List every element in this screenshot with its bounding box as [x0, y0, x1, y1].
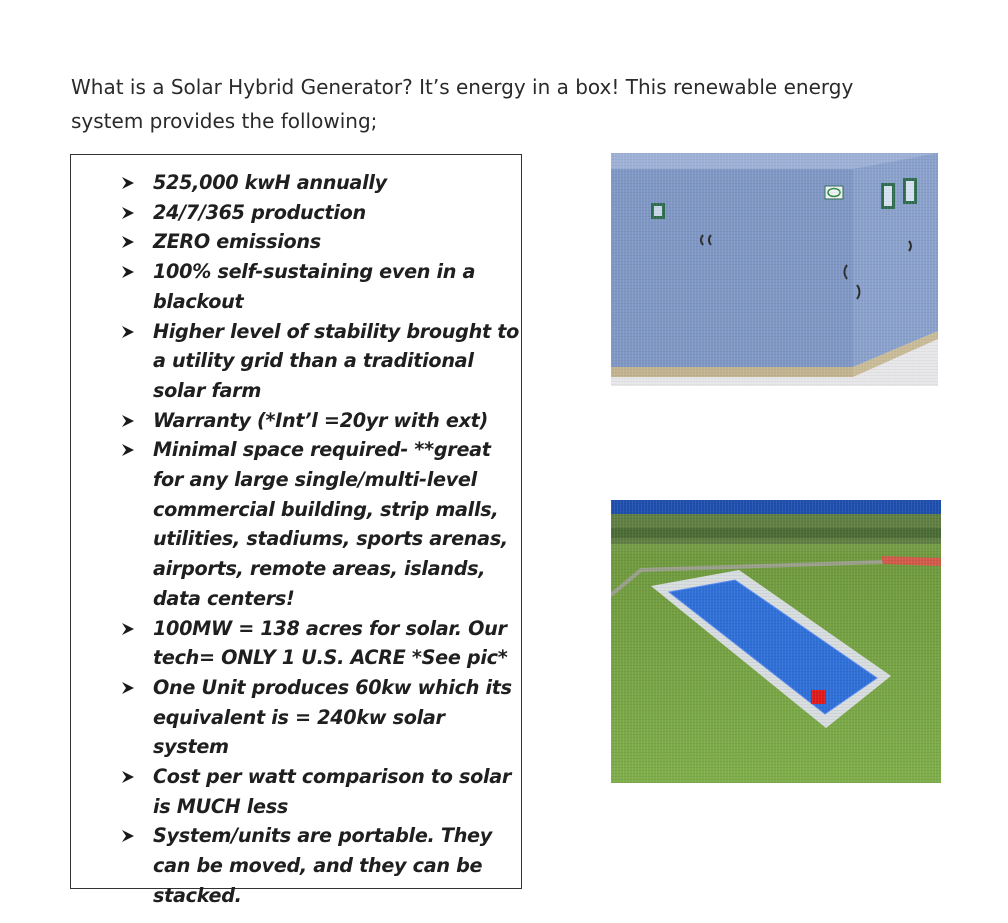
list-item-text: One Unit produces 60kw which its equivalent is = 240kw solar system [153, 675, 512, 759]
arrow-bullet-icon [121, 829, 135, 843]
arrow-bullet-icon [121, 681, 135, 695]
list-item [121, 673, 521, 762]
arrow-bullet-icon [121, 622, 135, 636]
list-item-text: 525,000 kwH annually [153, 171, 387, 194]
list-item [121, 821, 521, 910]
arrow-bullet-icon [121, 325, 135, 339]
arrow-bullet-icon [121, 443, 135, 457]
list-item [121, 257, 521, 316]
list-item-text: 100MW = 138 acres for solar. Our tech= ONLY 1 U.S. ACRE *See pic* [153, 616, 508, 670]
intro-paragraph [71, 70, 951, 138]
list-item-text: 24/7/365 production [153, 200, 366, 224]
arrow-bullet-icon [121, 206, 135, 220]
intro-line-2: system provides the following; [71, 109, 378, 133]
arrow-bullet-icon [121, 176, 135, 190]
list-item [121, 198, 521, 228]
list-item [121, 317, 521, 406]
features-box [70, 154, 522, 907]
list-item-text: Minimal space required- **great for any large single/multi-level commercial building, strip malls, utilities, stadiums, sports arenas, airports, remote areas, islands, data centers! [153, 438, 508, 610]
list-item-text: Higher level of stability brought to a utility grid than a traditional solar farm [153, 319, 519, 402]
list-item-text: Cost per watt comparison to solar is MUCH less [153, 765, 512, 818]
generator-unit-photo [611, 153, 938, 386]
arrow-bullet-icon [121, 414, 135, 428]
list-item-text: System/units are portable. They can be moved, and they can be stacked. [153, 824, 492, 907]
list-item [121, 762, 521, 821]
list-item [121, 406, 521, 436]
list-item-text: Warranty (*Int’l =20yr with ext) [153, 408, 488, 432]
intro-line-1: What is a Solar Hybrid Generator? It’s energy in a box! This renewable energy [71, 75, 854, 99]
list-item [121, 614, 521, 673]
list-item [121, 227, 521, 257]
aerial-solar-farm-photo [611, 500, 941, 783]
features-list [121, 160, 521, 911]
list-item-text: 100% self-sustaining even in a blackout [153, 260, 476, 313]
list-item-text: ZERO emissions [153, 230, 321, 254]
arrow-bullet-icon [121, 265, 135, 279]
list-item [121, 168, 521, 198]
arrow-bullet-icon [121, 235, 135, 249]
arrow-bullet-icon [121, 770, 135, 784]
list-item [121, 435, 521, 613]
